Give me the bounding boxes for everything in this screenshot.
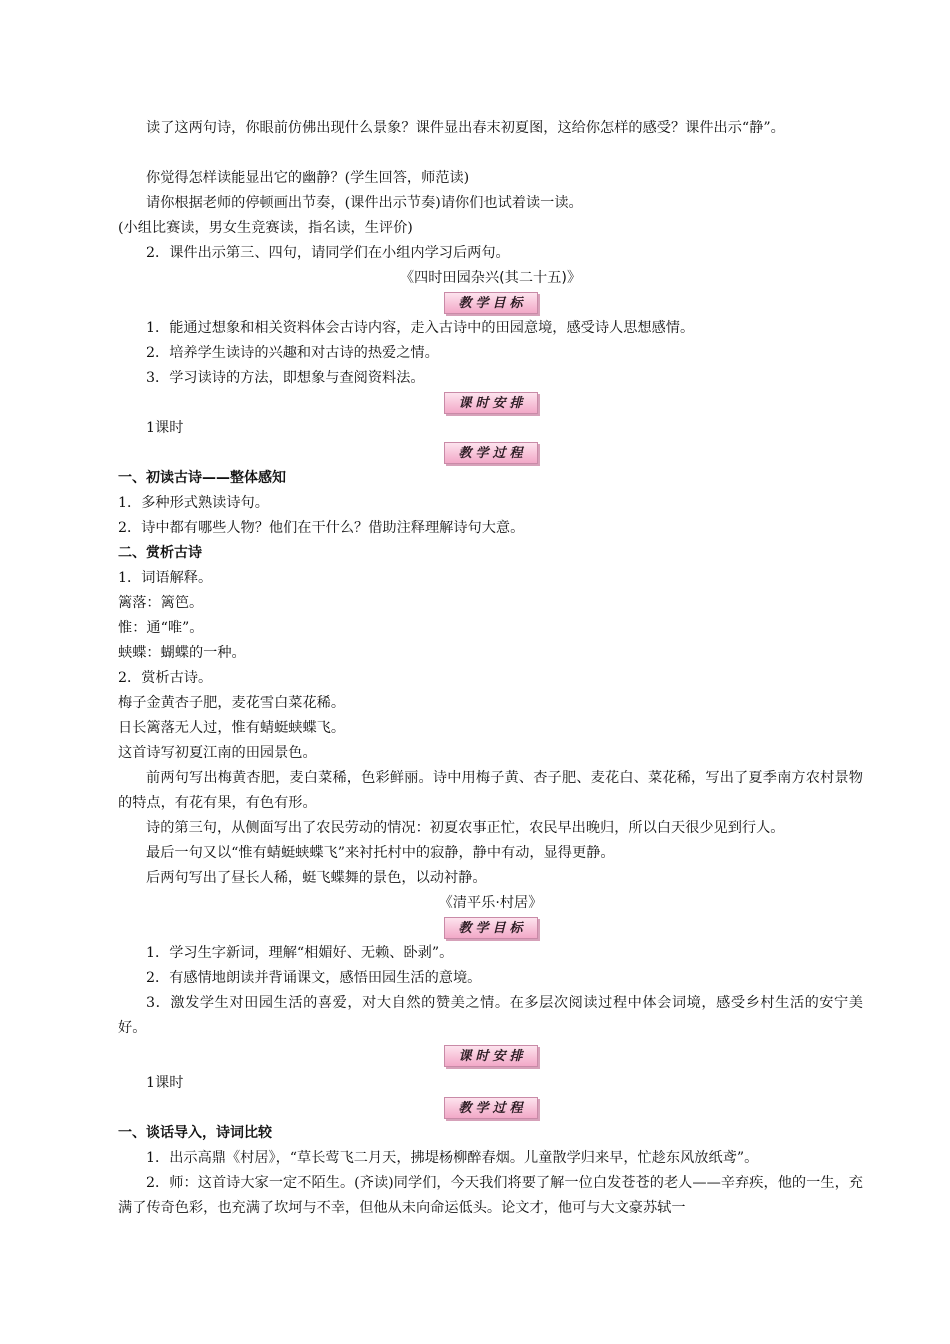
list-item: 2．诗中都有哪些人物？他们在干什么？借助注释理解诗句大意。	[118, 520, 525, 536]
list-item: 1．词语解释。	[118, 570, 213, 586]
paragraph-line: 后两句写出了昼长人稀，蜓飞蝶舞的景色，以动衬静。	[146, 870, 487, 886]
poem-line: 日长篱落无人过，惟有蜻蜓蛱蝶飞。	[118, 720, 346, 736]
schedule-badge: 课时安排	[444, 392, 538, 414]
process-badge: 教学过程	[444, 1097, 538, 1119]
list-item: 1．能通过想象和相关资料体会古诗内容，走入古诗中的田园意境，感受诗人思想感情。	[146, 320, 695, 336]
section-heading: 一、谈话导入，诗词比较	[118, 1125, 272, 1141]
paragraph-line: 诗的第三句，从侧面写出了农民劳动的情况：初夏农事正忙，农民早出晚归，所以白天很少见到行人。	[146, 820, 785, 836]
process-badge: 教学过程	[444, 442, 538, 464]
paragraph-line: 2．课件出示第三、四句，请同学们在小组内学习后两句。	[146, 245, 510, 261]
list-item: 2．赏析古诗。	[118, 670, 213, 686]
list-item: 2．培养学生读诗的兴趣和对古诗的热爱之情。	[146, 345, 439, 361]
section-heading: 一、初读古诗——整体感知	[118, 470, 286, 486]
document-page	[118, 116, 863, 1221]
list-item: 这首诗写初夏江南的田园景色。	[118, 745, 317, 761]
list-item: 篱落：篱笆。	[118, 595, 204, 611]
list-item: 1．多种形式熟读诗句。	[118, 495, 269, 511]
list-item: 1．出示高鼎《村居》，“草长莺飞二月天，拂堤杨柳醉春烟。儿童散学归来早，忙趁东风放纸鸢”。	[146, 1150, 759, 1166]
paragraph-line: 你觉得怎样读能显出它的幽静？(学生回答，师范读)	[146, 170, 470, 186]
list-item: 蛱蝶：蝴蝶的一种。	[118, 645, 246, 661]
list-item: 1．学习生字新词，理解“相媚好、无赖、卧剥”。	[146, 945, 454, 961]
list-item: 2．有感情地朗读并背诵课文，感悟田园生活的意境。	[146, 970, 482, 986]
paragraph-intro: 读了这两句诗，你眼前仿佛出现什么景象？课件显出春末初夏图，这给你怎样的感受？课件出示“静”。	[146, 120, 785, 136]
paragraph-line: 请你根据老师的停顿画出节奏，(课件出示节奏)请你们也试着读一读。	[146, 195, 583, 211]
schedule-text: 1课时	[146, 1075, 184, 1091]
poem-title: 《四时田园杂兴(其二十五)》	[399, 270, 582, 286]
poem-line: 梅子金黄杏子肥，麦花雪白菜花稀。	[118, 695, 346, 711]
teaching-goals-badge: 教学目标	[444, 917, 538, 939]
paragraph: 前两句写出梅黄杏肥，麦白菜稀，色彩鲜丽。诗中用梅子黄、杏子肥、麦花白、菜花稀，写出了夏季南方农村景物的特点，有花有果，有色有形。	[118, 770, 863, 811]
poem-title: 《清平乐·村居》	[438, 895, 543, 911]
schedule-badge: 课时安排	[444, 1045, 538, 1067]
paragraph-line: 最后一句又以“惟有蜻蜓蛱蝶飞”来衬托村中的寂静，静中有动，显得更静。	[146, 845, 615, 861]
section-heading: 二、赏析古诗	[118, 545, 202, 561]
list-item: 3．激发学生对田园生活的喜爱，对大自然的赞美之情。在多层次阅读过程中体会词境，感受乡村生活的安宁美好。	[118, 995, 863, 1036]
list-item: 3．学习读诗的方法，即想象与查阅资料法。	[146, 370, 425, 386]
teaching-goals-badge: 教学目标	[444, 292, 538, 314]
paragraph-line: (小组比赛读，男女生竞赛读，指名读，生评价)	[118, 220, 413, 236]
list-item: 惟：通“唯”。	[118, 620, 204, 636]
schedule-text: 1课时	[146, 420, 184, 436]
paragraph: 2．师：这首诗大家一定不陌生。(齐读)同学们，今天我们将要了解一位白发苍苍的老人——辛弃疾，他的一生，充满了传奇色彩，也充满了坎坷与不幸，但他从未向命运低头。论文才，他可与大文豪苏轼一	[118, 1175, 863, 1216]
